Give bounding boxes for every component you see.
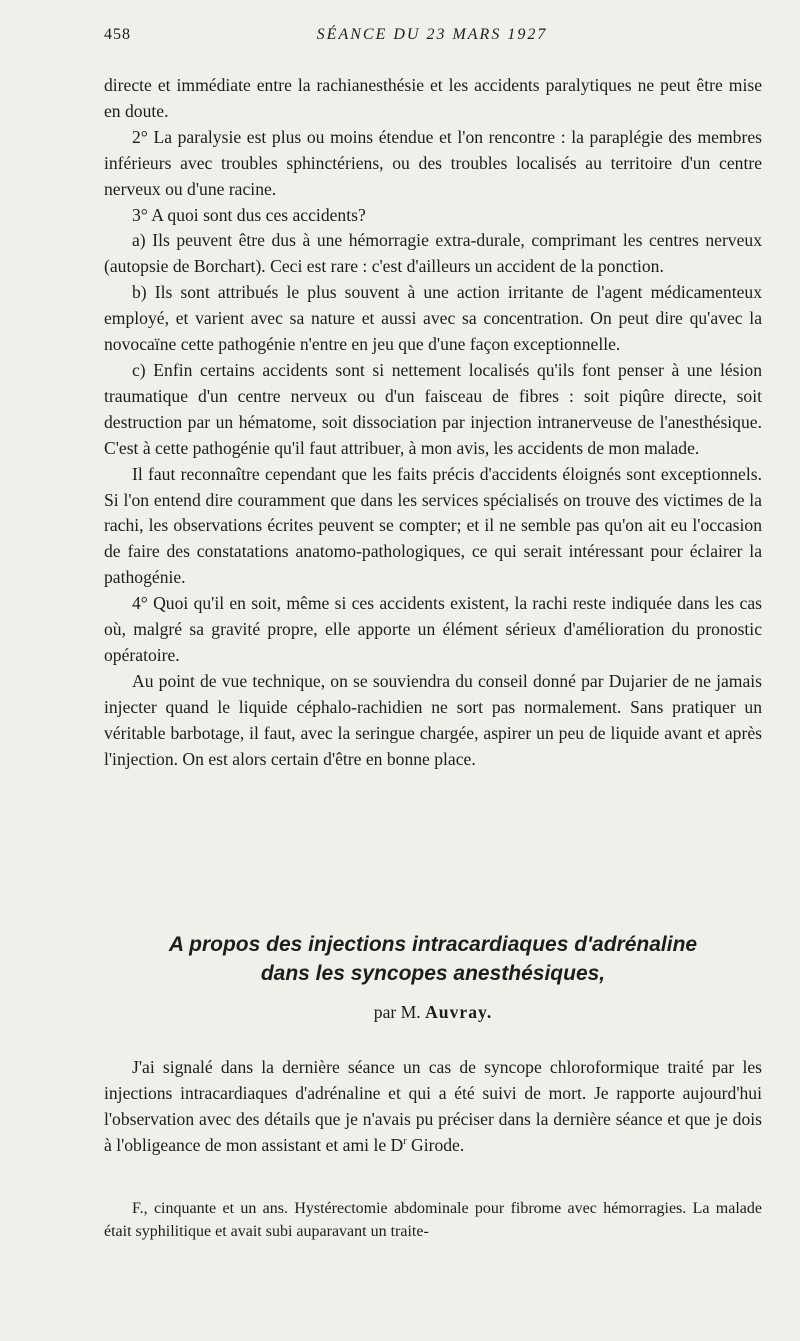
header-title: SÉANCE DU 23 MARS 1927 bbox=[316, 26, 548, 43]
doctor-abbrev-superscript: r bbox=[403, 1135, 407, 1147]
observation-text bbox=[104, 1197, 762, 1243]
observation-paragraph: F., cinquante et un ans. Hystérectomie abdominale pour fibrome avec hémorragies. La malade était syphilitique et avait subi auparavant un traite- bbox=[104, 1200, 762, 1240]
article-title-line-1: A propos des injections intracardiaques d'adrénaline bbox=[168, 933, 698, 956]
paragraph-continuation: directe et immédiate entre la rachianesthésie et les accidents paralytiques ne peut être mise en doute. bbox=[104, 75, 762, 121]
body-text bbox=[104, 73, 762, 772]
byline-prefix: par M. bbox=[373, 1002, 421, 1022]
byline bbox=[104, 1000, 762, 1024]
article-title-line-2: dans les syncopes anesthésiques, bbox=[260, 962, 606, 985]
article-paragraph-1-end: Girode. bbox=[406, 1134, 465, 1155]
article-title bbox=[104, 930, 762, 988]
paragraph-point-3: 3° A quoi sont dus ces accidents? bbox=[132, 204, 366, 225]
article-paragraph-1 bbox=[104, 1055, 762, 1159]
article-paragraph-1-text: J'ai signalé dans la dernière séance un cas de syncope chloroformique traité par les injections intracardiaques d'adrénaline et qui a été suivi de mort. Je rapporte aujourd'hui l'observation avec des détails que je n'avais pu préciser dans la dernière séance et que je dois à l'obligeance de mon assistant et ami le D bbox=[104, 1057, 762, 1155]
running-head bbox=[104, 26, 760, 52]
paragraph-point-3b: b) Ils sont attribués le plus souvent à une action irritante de l'agent médicamenteux employé, et varient avec sa nature et aussi avec sa concentration. On peut dire qu'avec la novocaïne cette pathogénie n'entre en jeu que d'une façon exceptionnelle. bbox=[104, 282, 762, 355]
paragraph-exceptions: Il faut reconnaître cependant que les faits précis d'accidents éloignés sont exceptionnels. Si l'on entend dire couramment que dans les services spécialisés on trouve des victimes de la rachi, les observations écrites peuvent se compter; et il ne semble pas qu'on ait eu l'occasion de faire des constatations anatomo-pathologiques, ce qui serait intéressant pour éclairer la pathogénie. bbox=[104, 463, 762, 588]
paragraph-technique: Au point de vue technique, on se souviendra du conseil donné par Dujarier de ne jamais injecter quand le liquide céphalo-rachidien ne sort pas normalement. Sans pratiquer un véritable barbotage, il faut, avec la seringue chargée, aspirer un peu de liquide avant et après l'injection. On est alors certain d'être en bonne place. bbox=[104, 670, 762, 769]
paragraph-point-3a: a) Ils peuvent être dus à une hémorragie extra-durale, comprimant les centres nerveux (autopsie de Borchart). Ceci est rare : c'est d'ailleurs un accident de la ponction. bbox=[104, 230, 762, 277]
page-number: 458 bbox=[104, 26, 131, 43]
paragraph-point-4: 4° Quoi qu'il en soit, même si ces accidents existent, la rachi reste indiquée dans les cas où, malgré sa gravité propre, elle apporte un élément sérieux d'amélioration du pronostic opératoire. bbox=[104, 593, 762, 665]
article-body bbox=[104, 1055, 762, 1159]
paragraph-point-2: 2° La paralysie est plus ou moins étendue et l'on rencontre : la paraplégie des membres inférieurs avec troubles sphinctériens, ou des troubles localisés au territoire d'un centre nerveux ou d'une racine. bbox=[104, 126, 762, 199]
byline-author: Auvray. bbox=[425, 1002, 493, 1022]
paragraph-point-3c: c) Enfin certains accidents sont si nettement localisés qu'ils font penser à une lésion traumatique d'un centre nerveux ou d'un faisceau de fibres : soit piqûre directe, soit destruction par un hématome, soit dissociation par injection intranerveuse de l'anesthésique. C'est à cette pathogénie qu'il faut attribuer, à mon avis, les accidents de mon malade. bbox=[104, 359, 762, 458]
